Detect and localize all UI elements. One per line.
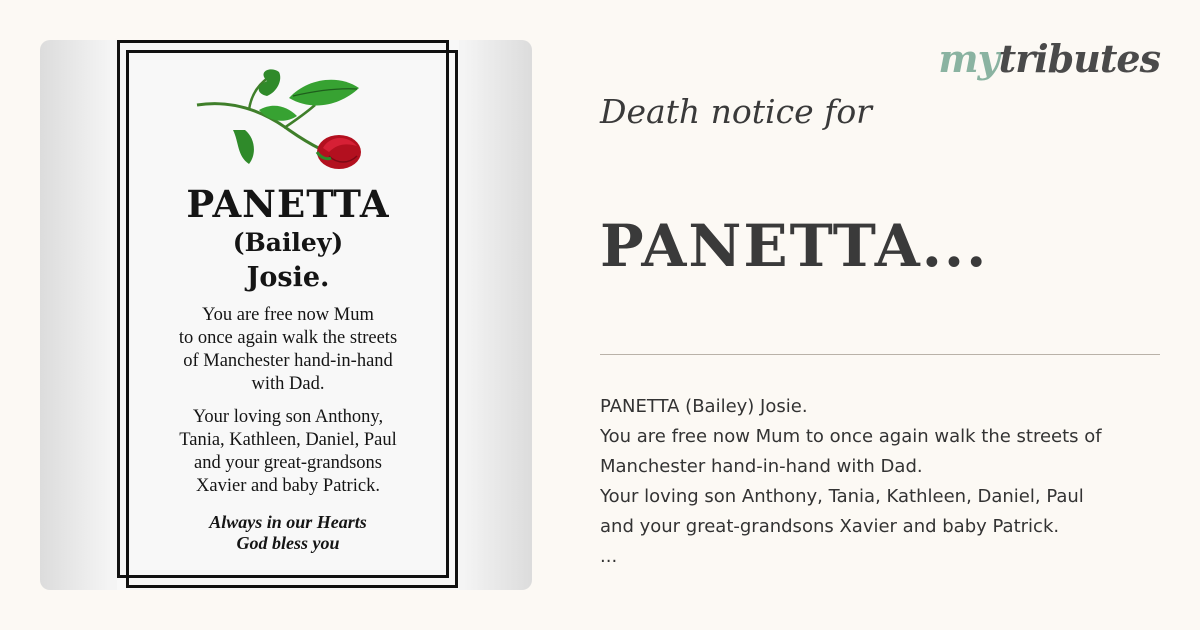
notice-closing-line: God bless you (236, 533, 340, 553)
notice-family (127, 406, 449, 498)
notice-family-line: Tania, Kathleen, Daniel, Paul (179, 430, 397, 450)
mytributes-logo[interactable] (938, 36, 1160, 81)
page-subtitle: Death notice for (600, 92, 872, 131)
excerpt-line: Manchester hand-in-hand with Dad. (600, 456, 923, 477)
notice-verse-line: You are free now Mum (202, 305, 374, 325)
notice-family-line: Your loving son Anthony, (192, 407, 384, 427)
excerpt-ellipsis: ... (600, 546, 618, 567)
notice-family-line: Xavier and baby Patrick. (196, 476, 380, 496)
page-title: PANETTA... (600, 212, 989, 280)
notice-maiden-name: (Bailey) (232, 228, 344, 257)
divider (600, 354, 1160, 355)
notice-excerpt (600, 392, 1180, 572)
notice-surname: PANETTA (186, 182, 390, 226)
notice-family-line: and your great-grandsons (193, 453, 383, 473)
notice-closing (127, 512, 449, 554)
excerpt-line: You are free now Mum to once again walk the streets of (600, 426, 1102, 447)
notice-verse-line: to once again walk the streets (178, 328, 398, 348)
red-rose-icon (189, 60, 379, 170)
excerpt-line: PANETTA (Bailey) Josie. (600, 396, 808, 417)
notice-given-name: Josie. (246, 262, 330, 293)
notice-verse-line: of Manchester hand-in-hand (183, 351, 393, 371)
excerpt-line: and your great-grandsons Xavier and baby Patrick. (600, 516, 1060, 537)
notice-image-panel (40, 40, 532, 590)
death-notice-card (117, 40, 459, 590)
logo-part-tributes: tributes (998, 36, 1160, 81)
excerpt-line: Your loving son Anthony, Tania, Kathleen, Daniel, Paul (600, 486, 1084, 507)
notice-verse (127, 304, 449, 396)
notice-verse-line: with Dad. (251, 374, 325, 394)
notice-closing-line: Always in our Hearts (209, 512, 367, 532)
logo-part-my: my (938, 36, 999, 81)
